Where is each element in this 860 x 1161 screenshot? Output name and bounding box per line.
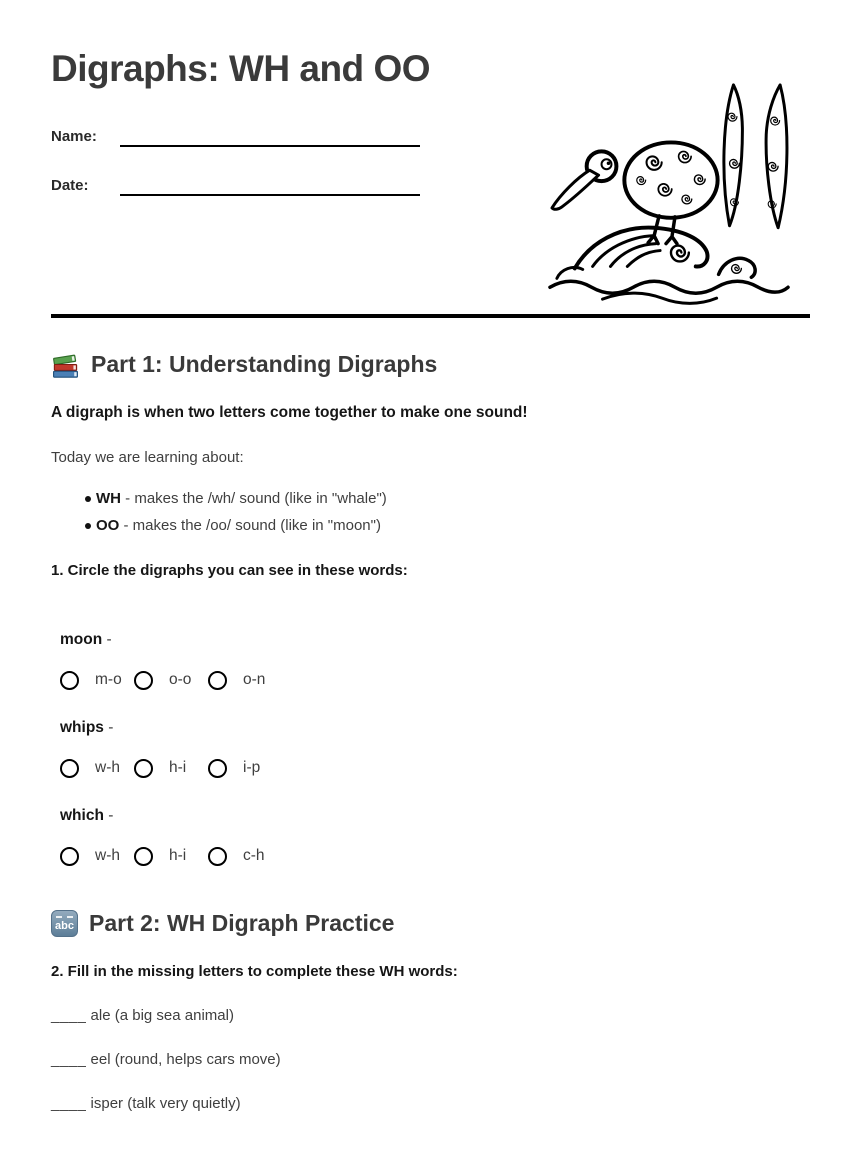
radio-circle[interactable] (134, 759, 153, 778)
word-ending: eel (round, helps cars move) (86, 1050, 281, 1068)
radio-circle[interactable] (60, 847, 79, 866)
section-divider (51, 314, 810, 318)
digraph-term: OO (96, 516, 120, 534)
target-word: which (60, 806, 104, 824)
date-input-line[interactable] (120, 172, 420, 196)
word-line (60, 719, 810, 737)
option-label: w-h (95, 847, 120, 865)
radio-circle[interactable] (208, 847, 227, 866)
fill-blank-line (51, 1051, 810, 1068)
part2-heading (51, 910, 810, 937)
digraph-options-row (60, 844, 810, 869)
radio-circle[interactable] (208, 671, 227, 690)
question2-prompt: 2. Fill in the missing letters to complete these WH words: (51, 962, 458, 980)
fill-blank-line (51, 1095, 810, 1112)
digraph-options-row (60, 756, 810, 781)
target-word: whips (60, 718, 104, 736)
name-input-line[interactable] (120, 123, 420, 147)
books-icon (51, 351, 80, 378)
word-dash: - (108, 806, 114, 824)
radio-circle[interactable] (60, 671, 79, 690)
fill-blank-line (51, 1007, 810, 1024)
word-group-moon (60, 631, 810, 693)
word-line (60, 631, 810, 649)
option-label: o-o (169, 671, 192, 689)
abc-icon-dashes (56, 916, 73, 918)
radio-circle[interactable] (208, 759, 227, 778)
word-dash: - (106, 630, 112, 648)
radio-circle[interactable] (134, 671, 153, 690)
word-group-whips (60, 719, 810, 781)
worksheet-title: Digraphs: WH and OO (51, 48, 430, 89)
option-label: c-h (243, 847, 265, 865)
date-label: Date: (51, 176, 89, 194)
target-word: moon (60, 630, 103, 648)
digraph-options-row (60, 668, 810, 693)
part1-section (51, 351, 810, 869)
option-label: w-h (95, 759, 120, 777)
option-label: h-i (169, 847, 187, 865)
list-item (51, 490, 810, 507)
answer-blank: ____ (51, 1094, 87, 1112)
word-ending: isper (talk very quietly) (86, 1094, 241, 1112)
word-group-which (60, 807, 810, 869)
abc-icon-text: abc (55, 919, 74, 932)
part2-heading-text: Part 2: WH Digraph Practice (89, 909, 395, 936)
radio-circle[interactable] (60, 759, 79, 778)
option-label: h-i (169, 759, 187, 777)
part2-section (51, 910, 810, 1112)
answer-blank: ____ (51, 1006, 87, 1024)
word-line (60, 807, 810, 825)
question1-prompt: 1. Circle the digraphs you can see in these words: (51, 561, 408, 579)
carving-panel (724, 85, 787, 228)
word-ending: ale (a big sea animal) (86, 1006, 234, 1024)
option-label: o-n (243, 671, 266, 689)
option-label: i-p (243, 759, 261, 777)
digraph-list (51, 490, 810, 534)
digraph-desc: - makes the /oo/ sound (like in "moon") (123, 516, 381, 534)
part1-heading (51, 351, 810, 378)
digraph-definition: A digraph is when two letters come together to make one sound! (51, 403, 528, 421)
part1-heading-text: Part 1: Understanding Digraphs (91, 350, 438, 377)
digraph-desc: - makes the /wh/ sound (like in "whale") (125, 489, 387, 507)
answer-blank: ____ (51, 1050, 87, 1068)
option-label: m-o (95, 671, 122, 689)
learning-intro: Today we are learning about: (51, 448, 244, 466)
kiwi-illustration (545, 78, 793, 312)
radio-circle[interactable] (134, 847, 153, 866)
list-item (51, 517, 810, 534)
digraph-term: WH (96, 489, 121, 507)
name-label: Name: (51, 127, 97, 145)
abc-input-icon (51, 910, 78, 937)
word-dash: - (108, 718, 114, 736)
